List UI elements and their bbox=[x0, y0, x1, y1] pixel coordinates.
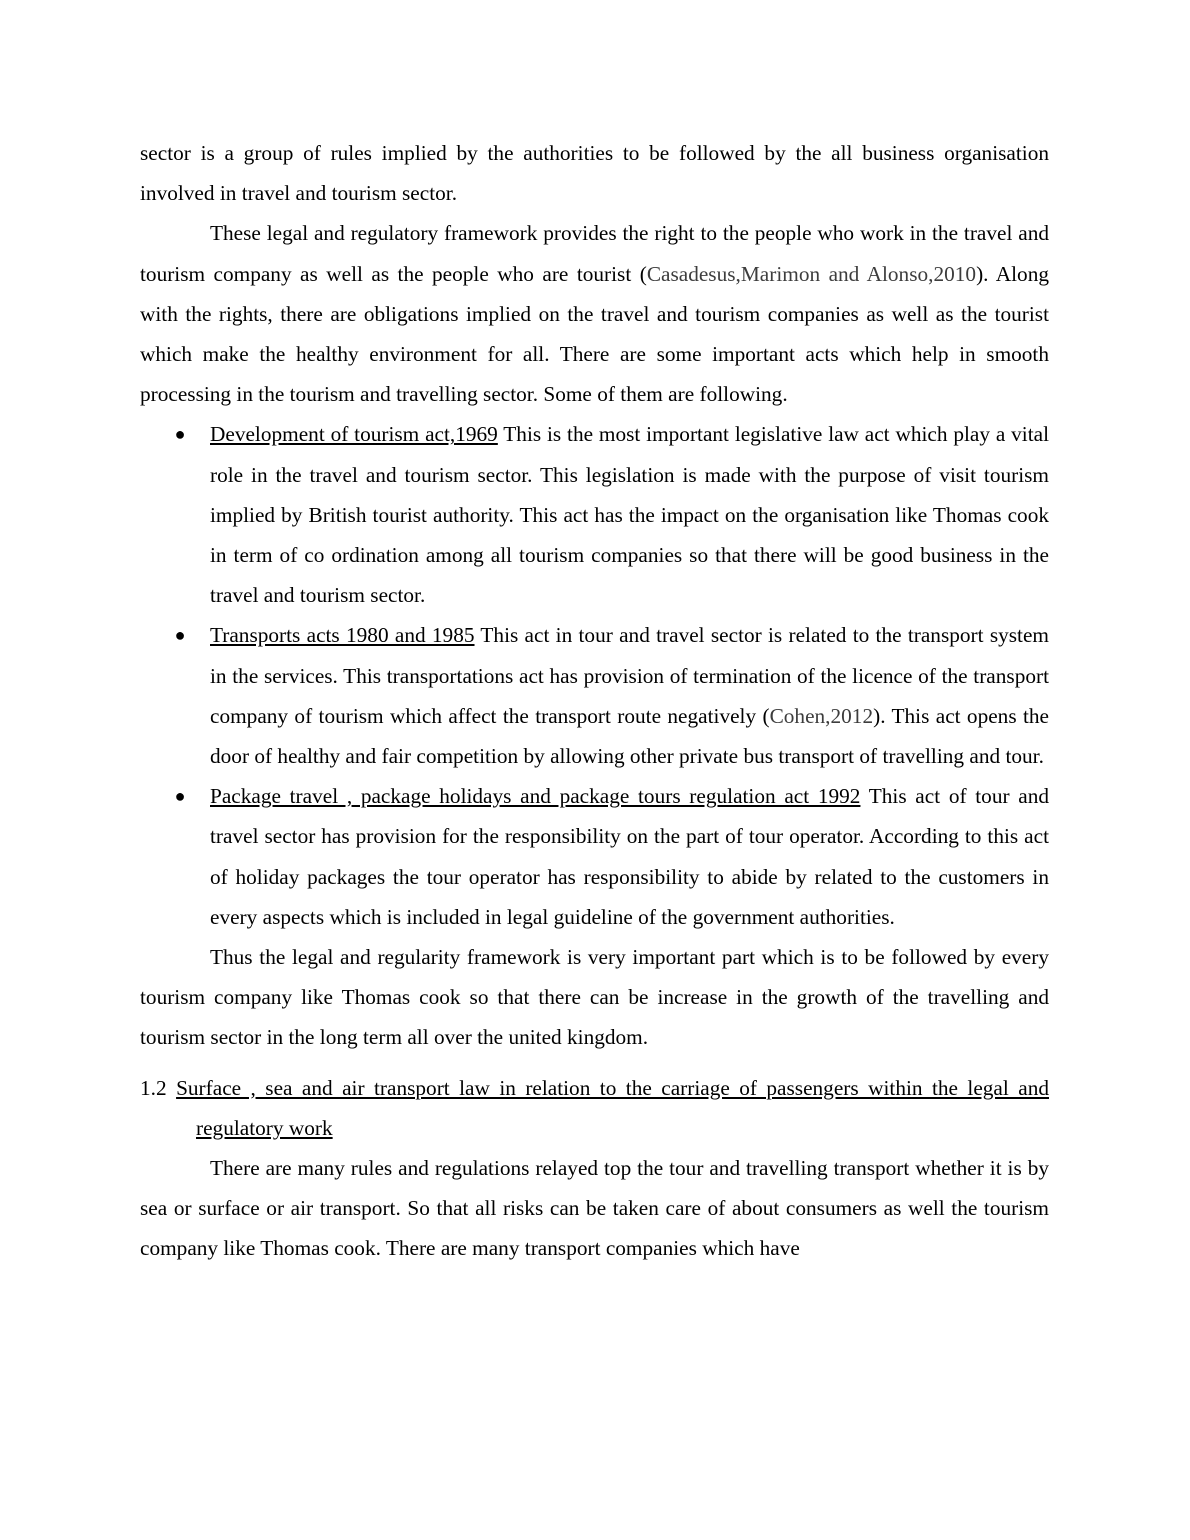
act-title: Package travel , package holidays and package tours regulation act 1992 bbox=[210, 784, 861, 809]
act-description-before: This act in tour and travel sector is related to the transport system in the services. This transportations act has provision of termination of the licence of the transport company of tourism which affect the transport route negatively ( bbox=[210, 623, 1049, 728]
bullet-icon: ● bbox=[174, 424, 186, 445]
section-paragraph bbox=[140, 1148, 1049, 1269]
act-title: Development of tourism act,1969 bbox=[210, 422, 498, 447]
bullet-icon: ● bbox=[174, 625, 186, 646]
section-text: There are many rules and regulations relayed top the tour and travelling transport whether it is by sea or surface or air transport. So that all risks can be taken care of about consumers as well the tourism company like Thomas cook. There are many transport companies which have bbox=[140, 1156, 1049, 1261]
intro-text: sector is a group of rules implied by the authorities to be followed by the all business organisation involved in travel and tourism sector. bbox=[140, 141, 1049, 206]
citation-cohen: Cohen,2012 bbox=[769, 703, 874, 728]
document-page bbox=[140, 133, 1049, 1269]
section-number: 1.2 bbox=[140, 1075, 167, 1100]
list-item-tourism-act bbox=[140, 414, 1049, 615]
section-title: Surface , sea and air transport law in relation to the carriage of passengers within the legal and regulatory work bbox=[176, 1075, 1049, 1140]
act-description: This act of tour and travel sector has provision for the responsibility on the part of tour operator. According to this act of holiday packages the tour operator has responsibility to abide by related to the customers in every aspects which is included in legal guideline of the government authorities. bbox=[210, 784, 1050, 929]
act-description: This is the most important legislative law act which play a vital role in the travel and tourism sector. This legislation is made with the purpose of visit tourism implied by British tourist authority. This act has the impact on the organisation like Thomas cook in term of co ordination among all tourism companies so that there will be good business in the travel and tourism sector. bbox=[210, 422, 1049, 608]
framework-paragraph bbox=[140, 213, 1049, 414]
list-item-package-travel bbox=[140, 776, 1049, 937]
conclusion-text: Thus the legal and regularity framework is very important part which is to be followed by every tourism company like Thomas cook so that there can be increase in the growth of the travelling and tourism sector in the long term all over the united kingdom. bbox=[140, 945, 1049, 1050]
conclusion-paragraph bbox=[140, 937, 1049, 1058]
intro-paragraph bbox=[140, 133, 1049, 213]
act-description-after: ). This act opens the door of healthy and fair competition by allowing other private bus transport of travelling and tour. bbox=[210, 703, 1049, 769]
section-heading bbox=[140, 1068, 1049, 1148]
acts-list bbox=[140, 414, 1049, 937]
framework-text-after: ). Along with the rights, there are obligations implied on the travel and tourism companies as well as the tourist which make the healthy environment for all. There are some important acts which help in smooth processing in the tourism and travelling sector. Some of them are following. bbox=[140, 261, 1049, 407]
act-title: Transports acts 1980 and 1985 bbox=[210, 623, 475, 648]
list-item-transport-acts bbox=[140, 615, 1049, 776]
citation-casadesus: Casadesus,Marimon and Alonso,2010 bbox=[646, 261, 977, 286]
framework-text-before: These legal and regulatory framework provides the right to the people who work in the travel and tourism company as well as the people who are tourist ( bbox=[140, 221, 1049, 286]
bullet-icon: ● bbox=[174, 786, 186, 807]
